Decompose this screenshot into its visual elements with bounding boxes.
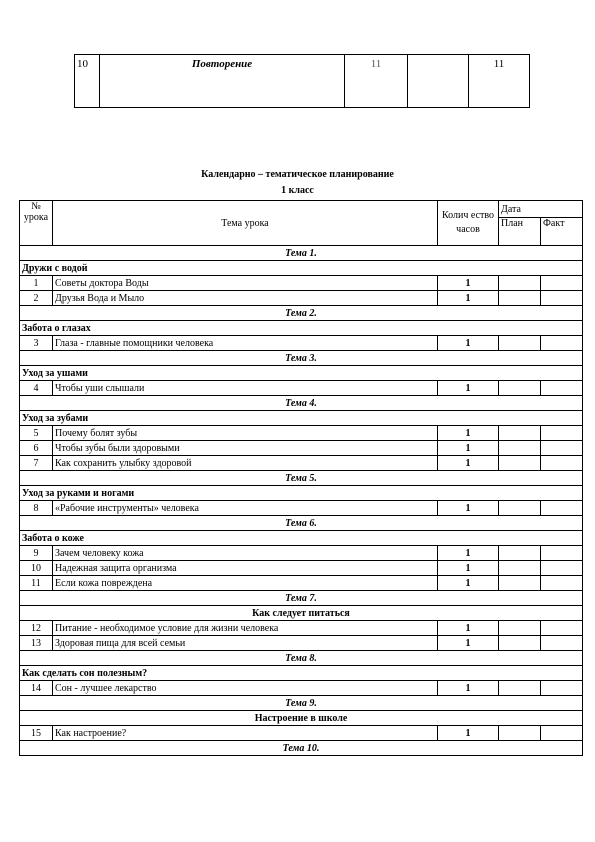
lesson-fact-date xyxy=(541,336,583,351)
lesson-fact-date xyxy=(541,291,583,306)
lesson-num: 10 xyxy=(20,561,53,576)
theme-title: Тема 4. xyxy=(20,396,583,411)
section-row xyxy=(20,366,583,381)
lesson-fact-date xyxy=(541,426,583,441)
lesson-plan-date xyxy=(499,501,541,516)
top-table-row xyxy=(75,55,530,108)
section-row xyxy=(20,531,583,546)
lesson-num: 12 xyxy=(20,621,53,636)
table-row xyxy=(20,636,583,651)
lesson-hours: 1 xyxy=(438,576,499,591)
lesson-fact-date xyxy=(541,681,583,696)
table-row xyxy=(20,456,583,471)
header-date: Дата xyxy=(499,201,583,218)
lesson-plan-date xyxy=(499,621,541,636)
theme-row xyxy=(20,741,583,756)
section-row xyxy=(20,486,583,501)
theme-title: Тема 3. xyxy=(20,351,583,366)
lesson-plan-date xyxy=(499,546,541,561)
lesson-hours: 1 xyxy=(438,546,499,561)
lesson-num: 14 xyxy=(20,681,53,696)
top-row-blank xyxy=(408,55,469,108)
lesson-plan-date xyxy=(499,336,541,351)
theme-row xyxy=(20,471,583,486)
lesson-plan-date xyxy=(499,636,541,651)
top-row-hours-planned: 11 xyxy=(345,55,408,108)
top-row-hours-total: 11 xyxy=(469,55,530,108)
table-row xyxy=(20,546,583,561)
header-hours: Колич ество часов xyxy=(438,201,499,246)
table-row xyxy=(20,336,583,351)
table-row xyxy=(20,561,583,576)
lesson-hours: 1 xyxy=(438,291,499,306)
theme-row xyxy=(20,396,583,411)
lesson-num: 6 xyxy=(20,441,53,456)
section-row xyxy=(20,666,583,681)
lesson-fact-date xyxy=(541,636,583,651)
lesson-topic: Глаза - главные помощники человека xyxy=(53,336,438,351)
section-title: Дружи с водой xyxy=(20,261,583,276)
theme-row xyxy=(20,246,583,261)
lesson-num: 8 xyxy=(20,501,53,516)
lesson-topic: Здоровая пища для всей семьи xyxy=(53,636,438,651)
theme-title: Тема 2. xyxy=(20,306,583,321)
table-row xyxy=(20,621,583,636)
theme-row xyxy=(20,696,583,711)
lesson-topic: Если кожа повреждена xyxy=(53,576,438,591)
table-row xyxy=(20,576,583,591)
section-title: Забота о коже xyxy=(20,531,583,546)
section-title: Уход за зубами xyxy=(20,411,583,426)
lesson-hours: 1 xyxy=(438,381,499,396)
lesson-fact-date xyxy=(541,576,583,591)
header-fact: Факт xyxy=(541,218,583,246)
lesson-topic: «Рабочие инструменты» человека xyxy=(53,501,438,516)
lesson-fact-date xyxy=(541,441,583,456)
lesson-plan-date xyxy=(499,681,541,696)
table-header-row xyxy=(20,201,583,218)
lesson-num: 2 xyxy=(20,291,53,306)
section-title: Забота о глазах xyxy=(20,321,583,336)
lesson-topic: Сон - лучшее лекарство xyxy=(53,681,438,696)
section-row xyxy=(20,411,583,426)
lesson-fact-date xyxy=(541,621,583,636)
section-title: Как сделать сон полезным? xyxy=(20,666,583,681)
lesson-plan-date xyxy=(499,576,541,591)
theme-title: Тема 1. xyxy=(20,246,583,261)
lesson-fact-date xyxy=(541,456,583,471)
lesson-topic: Зачем человеку кожа xyxy=(53,546,438,561)
lesson-topic: Как настроение? xyxy=(53,726,438,741)
theme-row xyxy=(20,306,583,321)
lesson-plan-date xyxy=(499,441,541,456)
lesson-topic: Друзья Вода и Мыло xyxy=(53,291,438,306)
lesson-plan-table xyxy=(19,200,583,756)
lesson-num: 7 xyxy=(20,456,53,471)
table-row xyxy=(20,441,583,456)
lesson-hours: 1 xyxy=(438,501,499,516)
header-plan: План xyxy=(499,218,541,246)
lesson-plan-date xyxy=(499,291,541,306)
theme-row xyxy=(20,516,583,531)
table-row xyxy=(20,426,583,441)
lesson-fact-date xyxy=(541,381,583,396)
header-topic: Тема урока xyxy=(53,201,438,246)
theme-title: Тема 6. xyxy=(20,516,583,531)
lesson-plan-date xyxy=(499,456,541,471)
table-row xyxy=(20,681,583,696)
lesson-fact-date xyxy=(541,726,583,741)
lesson-fact-date xyxy=(541,546,583,561)
table-body xyxy=(20,246,583,756)
lesson-topic: Как сохранить улыбку здоровой xyxy=(53,456,438,471)
theme-title: Тема 8. xyxy=(20,651,583,666)
lesson-plan-date xyxy=(499,276,541,291)
lesson-plan-date xyxy=(499,426,541,441)
section-row xyxy=(20,321,583,336)
theme-title: Тема 9. xyxy=(20,696,583,711)
table-row xyxy=(20,291,583,306)
lesson-topic: Питание - необходимое условие для жизни человека xyxy=(53,621,438,636)
table-row xyxy=(20,381,583,396)
lesson-topic: Советы доктора Воды xyxy=(53,276,438,291)
lesson-num: 11 xyxy=(20,576,53,591)
lesson-num: 5 xyxy=(20,426,53,441)
lesson-hours: 1 xyxy=(438,636,499,651)
lesson-hours: 1 xyxy=(438,426,499,441)
lesson-plan-date xyxy=(499,726,541,741)
theme-title: Тема 10. xyxy=(20,741,583,756)
lesson-fact-date xyxy=(541,276,583,291)
top-table xyxy=(74,54,530,108)
section-title: Уход за ушами xyxy=(20,366,583,381)
lesson-hours: 1 xyxy=(438,276,499,291)
lesson-fact-date xyxy=(541,561,583,576)
lesson-hours: 1 xyxy=(438,441,499,456)
lesson-topic: Надежная защита организма xyxy=(53,561,438,576)
header-num: № урока xyxy=(20,201,53,246)
section-row xyxy=(20,711,583,726)
lesson-plan-date xyxy=(499,381,541,396)
table-row xyxy=(20,501,583,516)
theme-row xyxy=(20,351,583,366)
lesson-topic: Чтобы зубы были здоровыми xyxy=(53,441,438,456)
lesson-hours: 1 xyxy=(438,726,499,741)
lesson-hours: 1 xyxy=(438,336,499,351)
theme-title: Тема 5. xyxy=(20,471,583,486)
theme-row xyxy=(20,651,583,666)
lesson-num: 4 xyxy=(20,381,53,396)
section-row xyxy=(20,261,583,276)
lesson-hours: 1 xyxy=(438,561,499,576)
lesson-hours: 1 xyxy=(438,681,499,696)
lesson-num: 15 xyxy=(20,726,53,741)
theme-row xyxy=(20,591,583,606)
lesson-num: 13 xyxy=(20,636,53,651)
lesson-topic: Почему болят зубы xyxy=(53,426,438,441)
lesson-topic: Чтобы уши слышали xyxy=(53,381,438,396)
top-row-num: 10 xyxy=(75,55,100,108)
section-title: Как следует питаться xyxy=(20,606,583,621)
top-row-title: Повторение xyxy=(100,55,345,108)
section-title: Настроение в школе xyxy=(20,711,583,726)
lesson-num: 1 xyxy=(20,276,53,291)
lesson-hours: 1 xyxy=(438,456,499,471)
lesson-num: 3 xyxy=(20,336,53,351)
lesson-num: 9 xyxy=(20,546,53,561)
table-row xyxy=(20,726,583,741)
page-subtitle: 1 класс xyxy=(281,185,314,196)
page-title: Календарно – тематическое планирование xyxy=(201,169,394,180)
lesson-hours: 1 xyxy=(438,621,499,636)
theme-title: Тема 7. xyxy=(20,591,583,606)
section-row xyxy=(20,606,583,621)
lesson-fact-date xyxy=(541,501,583,516)
section-title: Уход за руками и ногами xyxy=(20,486,583,501)
table-row xyxy=(20,276,583,291)
lesson-plan-date xyxy=(499,561,541,576)
